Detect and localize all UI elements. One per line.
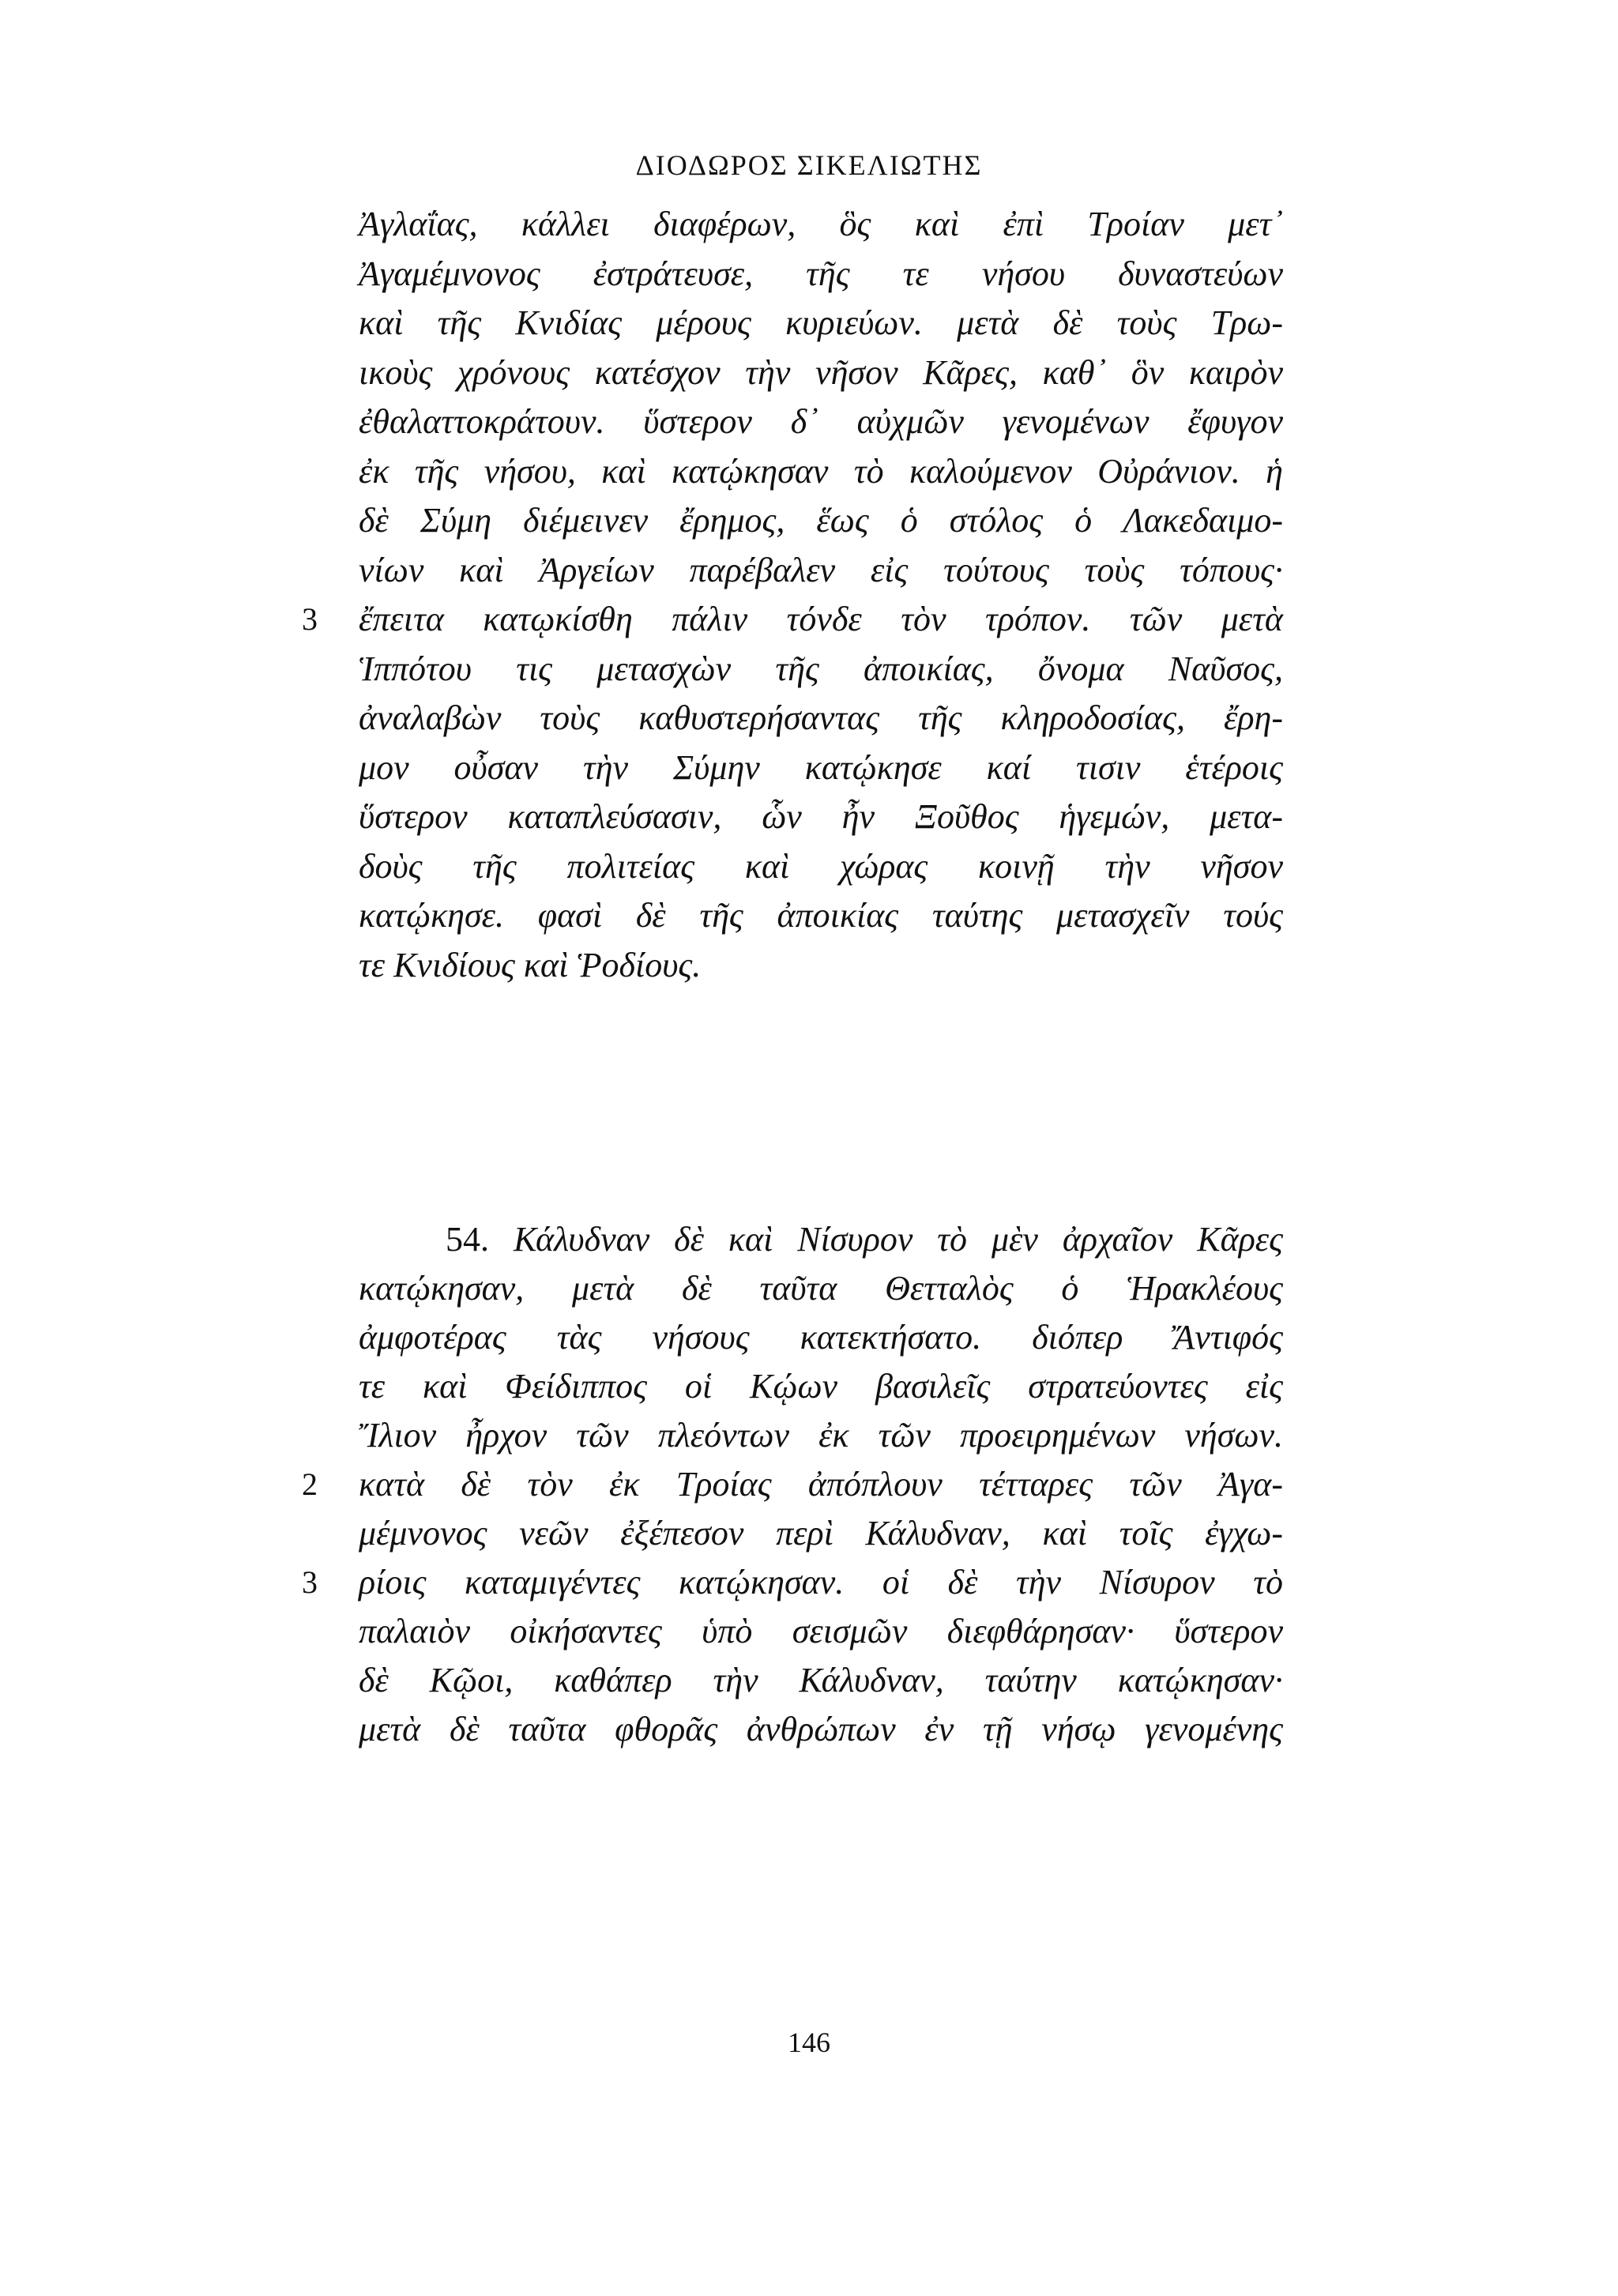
text-line: μετὰ δὲ ταῦτα φθορᾶς ἀνθρώπων ἐν τῇ νήσῳ γενομένης: [359, 1710, 1283, 1748]
text-line: δοὺς τῆς πολιτείας καὶ χώρας κοινῇ τὴν νῆσον: [359, 846, 1283, 886]
text-line: μέμνονος νεῶν ἐξέπεσον περὶ Κάλυδναν, καὶ τοῖς ἐγχω-: [359, 1514, 1283, 1553]
text-line: 54. Κάλυδναν δὲ καὶ Νίσυρον τὸ μὲν ἀρχαῖον Κᾶρες: [446, 1220, 1283, 1259]
text-line: νίων καὶ Ἀργείων παρέβαλεν εἰς τούτους τοὺς τόπους·: [359, 550, 1283, 589]
text-line: ὕστερον καταπλεύσασιν, ὧν ἦν Ξοῦθος ἡγεμών, μετα-: [359, 797, 1283, 836]
margin-paragraph-number: 3: [302, 1564, 318, 1600]
text-line: τε Κνιδίους καὶ Ῥοδίους.: [359, 945, 702, 984]
text-line: τε καὶ Φείδιππος οἱ Κῴων βασιλεῖς στρατεύοντες εἰς: [359, 1367, 1283, 1406]
text-block-section-54: [302, 1215, 1283, 1754]
text-line: ἀμφοτέρας τὰς νήσους κατεκτήσατο. διόπερ Ἄντιφός: [359, 1318, 1283, 1357]
text-line: καὶ τῆς Κνιδίας μέρους κυριεύων. μετὰ δὲ τοὺς Τρω-: [359, 303, 1283, 342]
text-line: δὲ Κῷοι, καθάπερ τὴν Κάλυδναν, ταύτην κατῴκησαν·: [359, 1661, 1283, 1699]
text-line: μον οὖσαν τὴν Σύμην κατῴκησε καί τισιν ἑτέροις: [359, 747, 1283, 787]
text-block-continuation: [302, 200, 1283, 990]
margin-paragraph-number: 3: [302, 601, 318, 637]
text-line: 2 κατὰ δὲ τὸν ἐκ Τροίας ἀπόπλουν τέτταρες τῶν Ἀγα-: [359, 1460, 1283, 1509]
text-line: Ἀγλαΐας, κάλλει διαφέρων, ὃς καὶ ἐπὶ Τροίαν μετ᾽: [359, 205, 1283, 243]
text-line: Ἀγαμέμνονος ἐστράτευσε, τῆς τε νήσου δυναστεύων: [359, 254, 1283, 293]
text-line: ἀναλαβὼν τοὺς καθυστερήσαντας τῆς κληροδοσίας, ἔρη-: [359, 698, 1283, 737]
text-line: Ἱππότου τις μετασχὼν τῆς ἀποικίας, ὄνομα Ναῦσος,: [359, 649, 1283, 688]
text-line: 3 ἔπειτα κατῳκίσθη πάλιν τόνδε τὸν τρόπον. τῶν μετὰ: [359, 595, 1283, 645]
text-line: δὲ Σύμη διέμεινεν ἔρημος, ἕως ὁ στόλος ὁ Λακεδαιμο-: [359, 501, 1283, 540]
text-line: 3 ρίοις καταμιγέντες κατῴκησαν. οἱ δὲ τὴν Νίσυρον τὸ: [359, 1558, 1283, 1607]
text-line: ἐκ τῆς νήσου, καὶ κατῴκησαν τὸ καλούμενον Οὐράνιον. ἡ: [359, 451, 1283, 491]
text-line: κατῴκησαν, μετὰ δὲ ταῦτα Θετταλὸς ὁ Ἡρακλέους: [359, 1269, 1283, 1308]
text-line: Ἴλιον ἦρχον τῶν πλεόντων ἐκ τῶν προειρημένων νήσων.: [359, 1416, 1283, 1455]
section-number: 54.: [446, 1220, 489, 1259]
text-line: κατῴκησε. φασὶ δὲ τῆς ἀποικίας ταύτης μετασχεῖν τούς: [359, 896, 1283, 935]
page-number: 146: [788, 2027, 830, 2058]
text-line: ἐθαλαττοκράτουν. ὕστερον δ᾽ αὐχμῶν γενομένων ἔφυγον: [359, 402, 1283, 441]
text-line: ικοὺς χρόνους κατέσχον τὴν νῆσον Κᾶρες, καθ᾽ ὃν καιρὸν: [359, 352, 1283, 392]
margin-paragraph-number: 2: [302, 1466, 318, 1502]
text-line: παλαιὸν οἰκήσαντες ὑπὸ σεισμῶν διεφθάρησαν· ὕστερον: [359, 1612, 1283, 1650]
running-head: ΔΙΟΔΩΡΟΣ ΣΙΚΕΛΙΩΤΗΣ: [635, 149, 983, 181]
